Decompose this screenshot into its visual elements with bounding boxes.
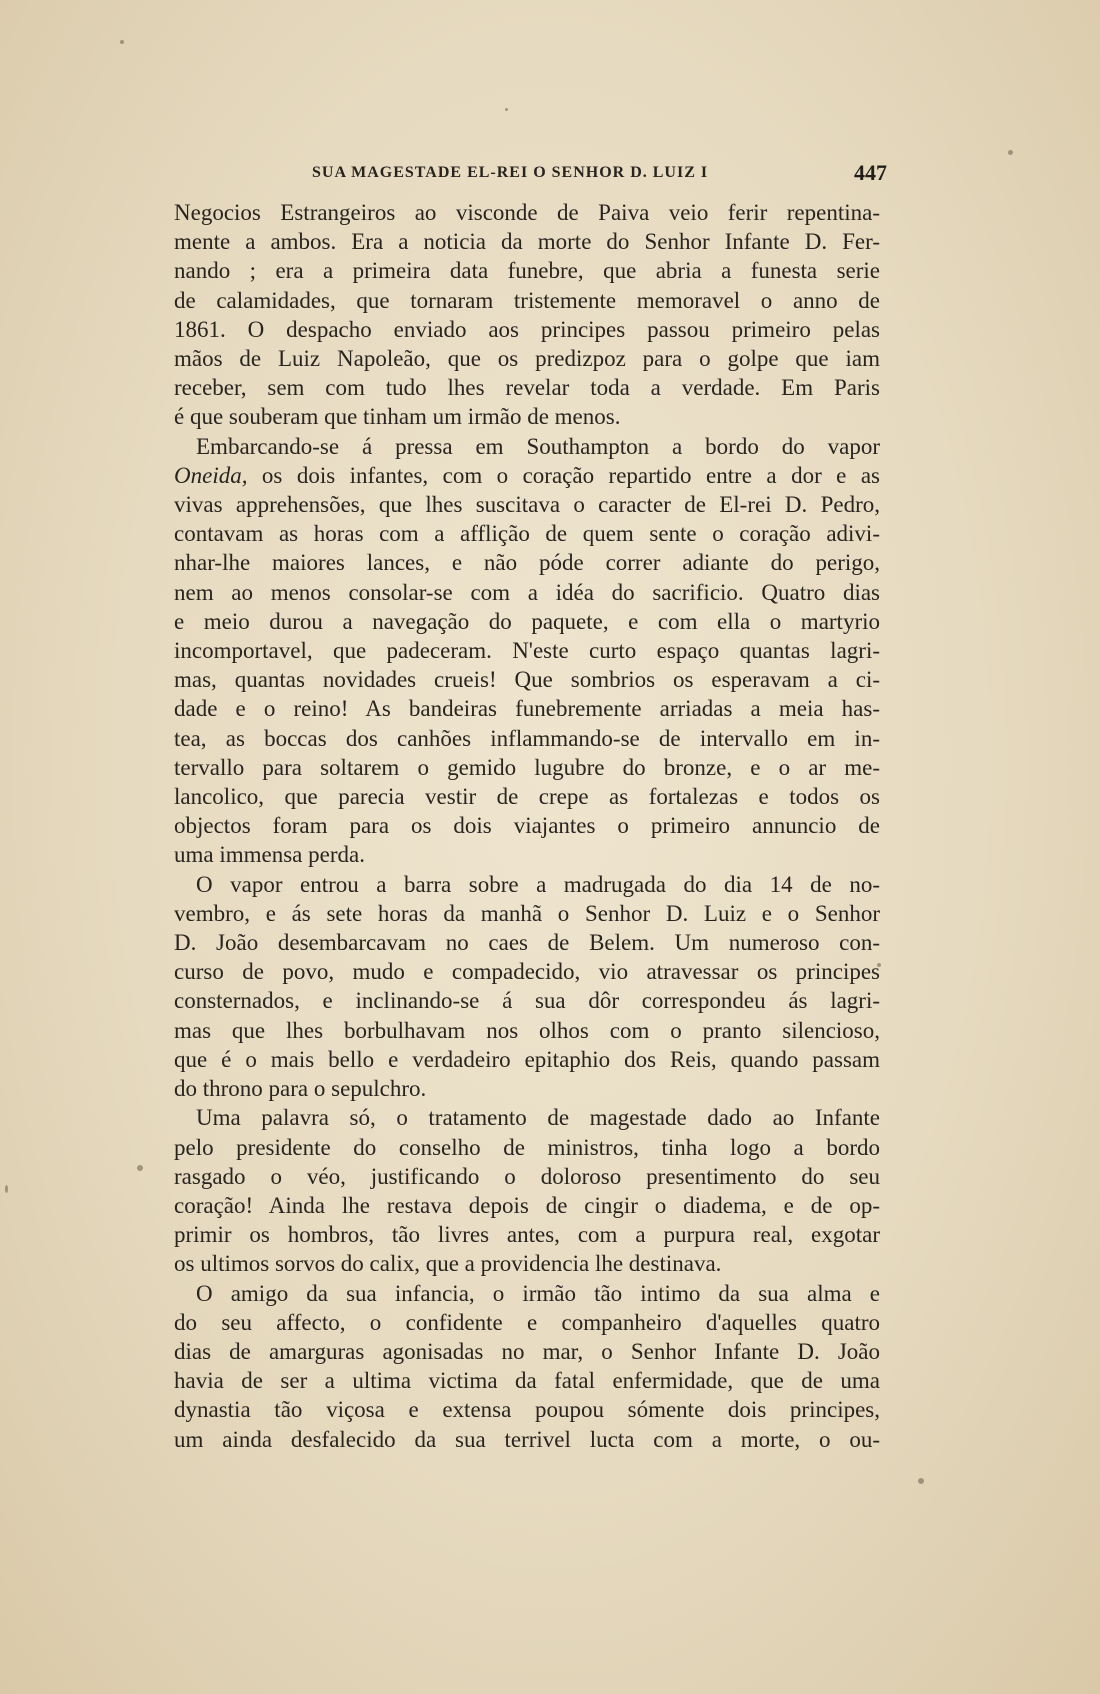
text-line: coração! Ainda lhe restava depois de cingir o diadema, e de op- — [174, 1192, 880, 1218]
text-line: curso de povo, mudo e compadecido, vio atravessar os principes — [174, 959, 880, 985]
text-line: vembro, e ás sete horas da manhã o Senhor D. Luiz e o Senhor — [174, 900, 880, 926]
ship-name: Oneida, — [174, 462, 248, 488]
text-line: dias de amarguras agonisadas no mar, o Senhor Infante D. João — [174, 1338, 880, 1364]
text-line: dynastia tão viçosa e extensa poupou sómente dois principes, — [174, 1397, 880, 1423]
text-line: um ainda desfalecido da sua terrivel lucta com a morte, o ou- — [174, 1426, 880, 1452]
running-head: SUA MAGESTADE EL-REI O SENHOR D. LUIZ I — [312, 164, 709, 181]
text-line: dade e o reino! As bandeiras funebremente arriadas a meia has- — [174, 696, 880, 722]
body-text — [174, 198, 880, 1454]
text-line: Uma palavra só, o tratamento de magestade dado ao Infante — [196, 1105, 880, 1131]
page-number: 447 — [854, 160, 887, 185]
text-line: nando ; era a primeira data funebre, que abria a funesta serie — [174, 258, 880, 284]
text-line: e meio durou a navegação do paquete, e com ella o martyrio — [174, 608, 880, 634]
text-line: nem ao menos consolar-se com a idéa do sacrificio. Quatro dias — [174, 579, 880, 605]
text-line: 1861. O despacho enviado aos principes passou primeiro pelas — [174, 316, 880, 342]
text-line: mas, quantas novidades crueis! Que sombrios os esperavam a ci- — [174, 667, 880, 693]
text-line-rest: os dois infantes, com o coração repartido entre a dor e as — [261, 462, 880, 488]
text-line: de calamidades, que tornaram tristemente memoravel o anno de — [174, 287, 880, 313]
text-line: Negocios Estrangeiros ao visconde de Paiva veio ferir repentina- — [174, 200, 880, 225]
text-line: mãos de Luiz Napoleão, que os predizpoz para o golpe que iam — [174, 346, 880, 372]
text-line: objectos foram para os dois viajantes o primeiro annuncio de — [174, 813, 880, 839]
paper-speck — [505, 108, 508, 111]
text-line: O amigo da sua infancia, o irmão tão intimo da sua alma e — [196, 1280, 880, 1306]
text-line: os ultimos sorvos do calix, que a providencia lhe destinava. — [174, 1251, 722, 1277]
text-line — [174, 461, 880, 490]
text-line: uma immensa perda. — [174, 842, 365, 868]
text-line: tervallo para soltarem o gemido lugubre do bronze, e o ar me- — [174, 754, 880, 780]
text-line: tea, as boccas dos canhões inflammando-se de intervallo em in- — [174, 725, 880, 751]
page-header — [175, 160, 887, 190]
text-line: havia de ser a ultima victima da fatal enfermidade, que de uma — [174, 1368, 880, 1394]
text-line: rasgado o véo, justificando o doloroso presentimento do seu — [174, 1163, 880, 1189]
paper-speck — [137, 1165, 143, 1171]
paper-speck — [120, 40, 124, 44]
text-line: incomportavel, que padeceram. N'este curto espaço quantas lagri- — [174, 638, 880, 664]
text-line: D. João desembarcavam no caes de Belem. Um numeroso con- — [174, 930, 880, 956]
text-line: do seu affecto, o confidente e companheiro d'aquelles quatro — [174, 1309, 880, 1335]
text-line: do throno para o sepulchro. — [174, 1076, 427, 1102]
text-line: O vapor entrou a barra sobre a madrugada do dia 14 de no- — [196, 871, 880, 897]
paper-speck — [918, 1478, 924, 1484]
text-line: que é o mais bello e verdadeiro epitaphio dos Reis, quando passam — [174, 1046, 880, 1072]
text-line: vivas apprehensões, que lhes suscitava o caracter de El-rei D. Pedro, — [174, 492, 880, 518]
text-line: Embarcando-se á pressa em Southampton a bordo do vapor — [196, 433, 880, 459]
text-line: é que souberam que tinham um irmão de menos. — [174, 404, 621, 430]
text-line: primir os hombros, tão livres antes, com a purpura real, exgotar — [174, 1222, 880, 1248]
text-line: mas que lhes borbulhavam nos olhos com o pranto silencioso, — [174, 1017, 880, 1043]
paper-speck — [5, 1185, 8, 1193]
text-line: receber, sem com tudo lhes revelar toda a verdade. Em Paris — [174, 375, 880, 401]
text-line: mente a ambos. Era a noticia da morte do Senhor Infante D. Fer- — [174, 229, 880, 255]
paper-speck — [1008, 150, 1013, 155]
text-line: lancolico, que parecia vestir de crepe as fortalezas e todos os — [174, 784, 880, 810]
text-line: nhar-lhe maiores lances, e não póde correr adiante do perigo, — [174, 550, 880, 576]
text-line: pelo presidente do conselho de ministros, tinha logo a bordo — [174, 1134, 880, 1160]
text-line: contavam as horas com a afflição de quem sente o coração adivi- — [174, 521, 880, 547]
text-line: consternados, e inclinando-se á sua dôr correspondeu ás lagri- — [174, 988, 880, 1014]
